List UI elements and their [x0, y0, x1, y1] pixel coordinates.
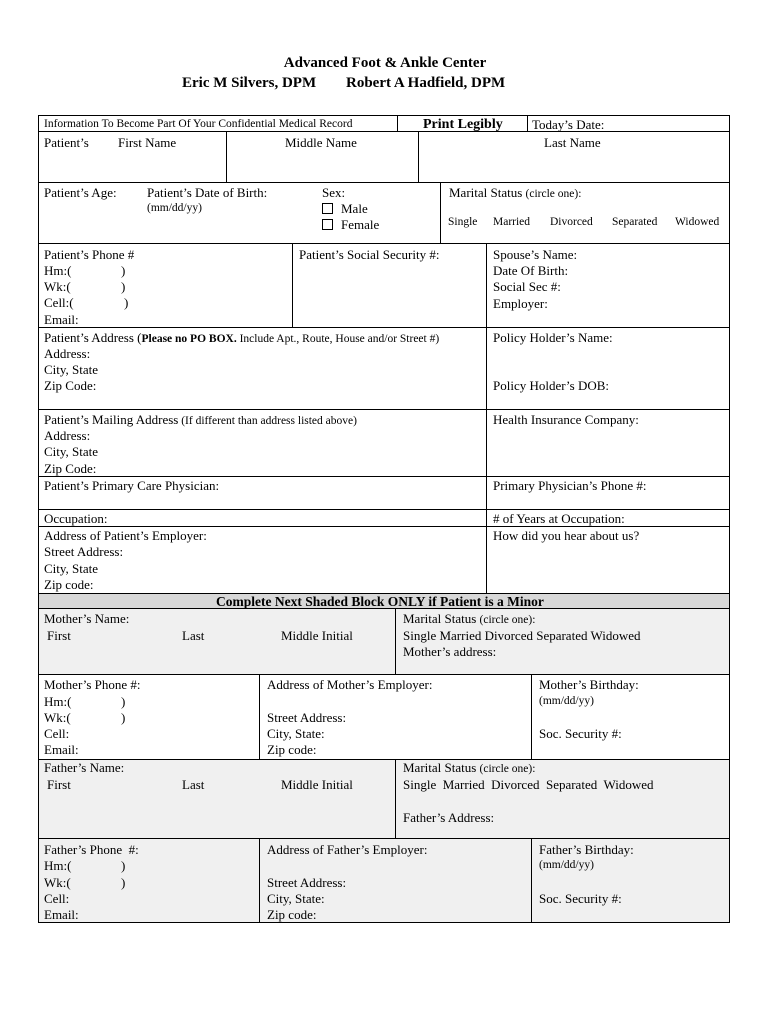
father-employer-street-field[interactable]: Street Address: — [267, 875, 347, 890]
doctor-1: Eric M Silvers, DPM — [182, 75, 317, 91]
spouse-ssn-field[interactable]: Social Sec #: — [493, 279, 561, 294]
work-phone-field[interactable]: Wk:( — [44, 279, 71, 294]
father-birthday-format: (mm/dd/yy) — [539, 859, 594, 871]
father-employer-city-field[interactable]: City, State: — [267, 891, 325, 906]
marital-option-divorced[interactable]: Divorced — [550, 216, 593, 228]
paren: ) — [124, 295, 129, 310]
employer-city-field[interactable]: City, State — [44, 561, 99, 576]
mailing-address-label: Patient’s Mailing Address (If different than address listed above) — [44, 412, 357, 427]
patient-address-label: Patient’s Address (Please no PO BOX. Include Apt., Route, House and/or Street #) — [44, 330, 440, 345]
mother-employer-street-field[interactable]: Street Address: — [267, 710, 347, 725]
occupation-field[interactable]: Occupation: — [44, 511, 108, 526]
employer-street-field[interactable]: Street Address: — [44, 544, 124, 559]
spouse-name-field[interactable]: Spouse’s Name: — [493, 247, 578, 262]
sex-label: Sex: — [322, 185, 346, 200]
mother-middle-field[interactable]: Middle Initial — [281, 628, 353, 643]
mother-employer-zip-field[interactable]: Zip code: — [267, 742, 317, 757]
first-name-field[interactable]: First Name — [118, 135, 177, 150]
home-phone-field[interactable]: Hm:( — [44, 263, 72, 278]
female-label: Female — [341, 217, 380, 232]
father-marital-options[interactable]: Single Married Divorced Separated Widowed — [403, 777, 654, 792]
mother-address-field[interactable]: Mother’s address: — [403, 644, 497, 659]
father-email-field[interactable]: Email: — [44, 907, 79, 922]
father-last-field[interactable]: Last — [182, 777, 205, 792]
mother-birthday-format: (mm/dd/yy) — [539, 695, 594, 707]
mother-email-field[interactable]: Email: — [44, 742, 79, 757]
paren: ) — [121, 875, 126, 890]
years-occupation-field[interactable]: # of Years at Occupation: — [493, 511, 625, 526]
male-label: Male — [341, 201, 368, 216]
marital-option-married[interactable]: Married — [493, 216, 531, 228]
marital-status-label: Marital Status (circle one): — [449, 185, 582, 200]
father-ssn-field[interactable]: Soc. Security #: — [539, 891, 622, 906]
mailing-address-field[interactable]: Address: — [44, 428, 91, 443]
father-address-field[interactable]: Father’s Address: — [403, 810, 495, 825]
paren: ) — [121, 858, 126, 873]
father-name-label: Father’s Name: — [44, 760, 125, 775]
paren: ) — [121, 710, 126, 725]
mother-last-field[interactable]: Last — [182, 628, 205, 643]
mother-employer-city-field[interactable]: City, State: — [267, 726, 325, 741]
dob-field[interactable]: Patient’s Date of Birth: — [147, 185, 268, 200]
pcp-phone-field[interactable]: Primary Physician’s Phone #: — [493, 478, 647, 493]
spouse-employer-field[interactable]: Employer: — [493, 296, 548, 311]
age-field[interactable]: Patient’s Age: — [44, 185, 117, 200]
ssn-field[interactable]: Patient’s Social Security #: — [299, 247, 440, 262]
father-home-phone-field[interactable]: Hm:( — [44, 858, 72, 873]
referral-field[interactable]: How did you hear about us? — [493, 528, 640, 543]
policy-holder-name-field[interactable]: Policy Holder’s Name: — [493, 330, 613, 345]
father-phone-label: Father’s Phone #: — [44, 842, 139, 857]
sex-female-option[interactable] — [322, 217, 379, 232]
marital-option-separated[interactable]: Separated — [612, 216, 658, 228]
pcp-field[interactable]: Patient’s Primary Care Physician: — [44, 478, 220, 493]
father-birthday-field[interactable]: Father’s Birthday: — [539, 842, 634, 857]
mother-marital-label: Marital Status (circle one): — [403, 611, 536, 626]
intro-text: Information To Become Part Of Your Confidential Medical Record — [44, 118, 353, 130]
employer-address-field[interactable]: Address of Patient’s Employer: — [44, 528, 207, 543]
minor-section-title: Complete Next Shaded Block ONLY if Patient is a Minor — [216, 594, 544, 609]
cell-phone-field[interactable]: Cell:( — [44, 295, 74, 310]
clinic-name: Advanced Foot & Ankle Center — [283, 55, 487, 71]
mailing-city-field[interactable]: City, State — [44, 444, 99, 459]
middle-name-field[interactable]: Middle Name — [285, 135, 357, 150]
mother-phone-label: Mother’s Phone #: — [44, 677, 141, 692]
policy-holder-dob-field[interactable]: Policy Holder’s DOB: — [493, 378, 610, 393]
mother-birthday-field[interactable]: Mother’s Birthday: — [539, 677, 639, 692]
city-state-field[interactable]: City, State — [44, 362, 99, 377]
mother-ssn-field[interactable]: Soc. Security #: — [539, 726, 622, 741]
father-employer-field[interactable]: Address of Father’s Employer: — [267, 842, 428, 857]
print-legibly: Print Legibly — [423, 117, 503, 132]
paren: ) — [121, 263, 126, 278]
marital-option-single[interactable]: Single — [448, 216, 478, 228]
male-checkbox[interactable] — [322, 203, 333, 214]
mother-first-field[interactable]: First — [47, 628, 71, 643]
patients-label: Patient’s — [44, 135, 89, 150]
patient-phone-label: Patient’s Phone # — [44, 247, 135, 262]
employer-zip-field[interactable]: Zip code: — [44, 577, 94, 592]
father-first-field[interactable]: First — [47, 777, 71, 792]
insurance-company-field[interactable]: Health Insurance Company: — [493, 412, 639, 427]
mother-employer-field[interactable]: Address of Mother’s Employer: — [267, 677, 433, 692]
father-cell-field[interactable]: Cell: — [44, 891, 70, 906]
mother-work-phone-field[interactable]: Wk:( — [44, 710, 71, 725]
marital-option-widowed[interactable]: Widowed — [675, 216, 720, 228]
email-field[interactable]: Email: — [44, 312, 79, 327]
form-box — [38, 115, 730, 923]
address-field[interactable]: Address: — [44, 346, 91, 361]
mother-home-phone-field[interactable]: Hm:( — [44, 694, 72, 709]
zip-field[interactable]: Zip Code: — [44, 378, 97, 393]
mother-cell-field[interactable]: Cell: — [44, 726, 70, 741]
todays-date-field[interactable]: Today’s Date: — [532, 117, 605, 132]
sex-male-option[interactable] — [322, 201, 368, 216]
mother-name-label: Mother’s Name: — [44, 611, 130, 626]
father-employer-zip-field[interactable]: Zip code: — [267, 907, 317, 922]
dob-format: (mm/dd/yy) — [147, 202, 202, 214]
father-middle-field[interactable]: Middle Initial — [281, 777, 353, 792]
mailing-zip-field[interactable]: Zip Code: — [44, 461, 97, 476]
doctor-2: Robert A Hadfield, DPM — [346, 75, 506, 91]
spouse-dob-field[interactable]: Date Of Birth: — [493, 263, 569, 278]
father-marital-label: Marital Status (circle one): — [403, 760, 536, 775]
last-name-field[interactable]: Last Name — [544, 135, 601, 150]
female-checkbox[interactable] — [322, 219, 333, 230]
paren: ) — [121, 694, 126, 709]
father-work-phone-field[interactable]: Wk:( — [44, 875, 71, 890]
mother-marital-options[interactable]: Single Married Divorced Separated Widowed — [403, 628, 641, 643]
paren: ) — [121, 279, 126, 294]
